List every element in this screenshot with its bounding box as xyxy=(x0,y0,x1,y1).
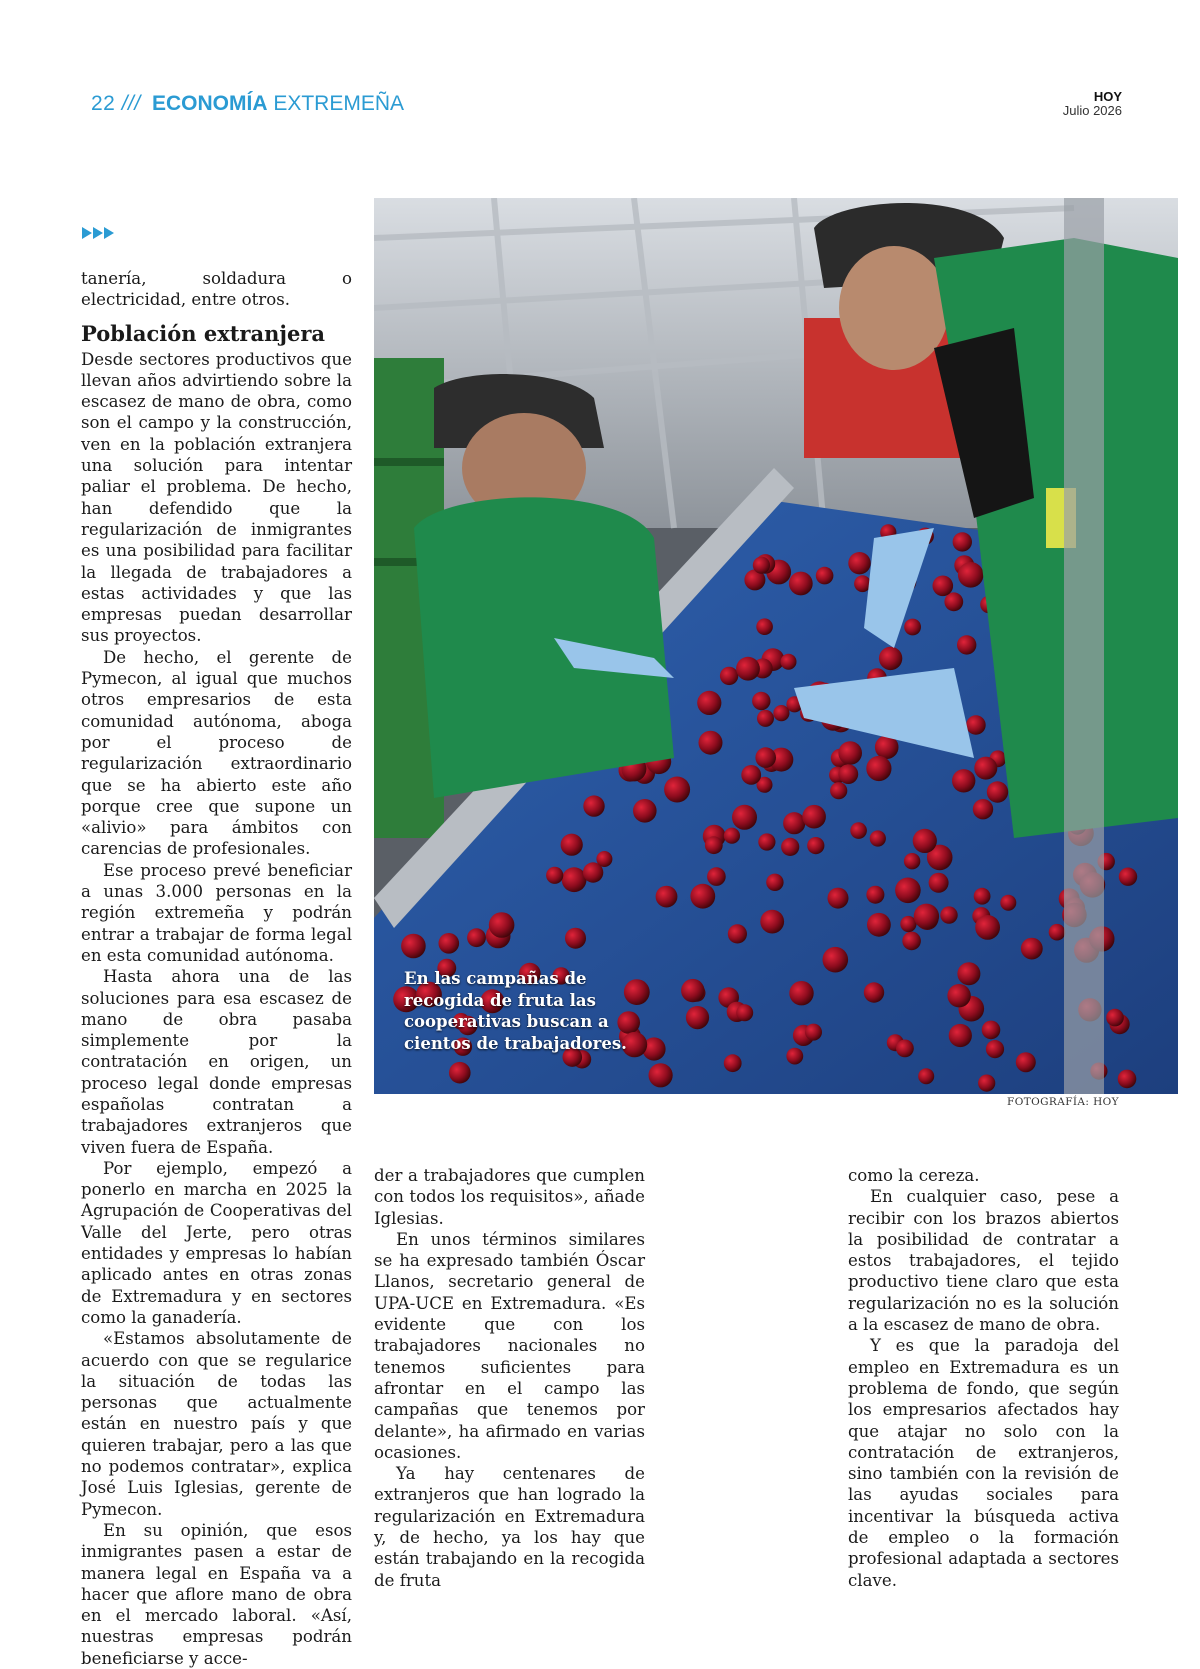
page-header xyxy=(0,0,1200,140)
paragraph: De hecho, el gerente de Pymecon, al igual que muchos otros empresarios de esta comunidad autónoma, aboga por el proceso de regularización extraordinario que se ha abierto este año porque cree que supone un «alivio» para ámbitos con carencias de profesionales. xyxy=(81,647,352,859)
paragraph: Por ejemplo, empezó a ponerlo en marcha en 2025 la Agrupación de Cooperativas del Valle del Jerte, pero otras entidades y empresas lo habían aplicado antes en otras zonas de Extremadura y en sectores como la ganadería. xyxy=(81,1158,352,1327)
photo-credit: FOTOGRAFÍA: HOY xyxy=(1007,1096,1119,1108)
paragraph: Ese proceso prevé beneficiar a unas 3.000 personas en la región extremeña y podrán entrar a trabajar de forma legal en esta comunidad autónoma. xyxy=(81,860,352,965)
subheading: Población extranjera xyxy=(81,320,326,346)
paragraph: «Estamos absolutamente de acuerdo con que se regularice la situación de todas las personas que actualmente están en nuestro país y que quieren trabajar, pero a las que no podemos contratar», explica José Luis Iglesias, gerente de Pymecon. xyxy=(81,1329,352,1519)
paragraph: En su opinión, que esos inmigrantes pasen a estar de manera legal en España va a hacer que aflore mano de obra en el mercado laboral. «Así, nuestras empresas podrán beneficiarse y acce- xyxy=(81,1520,352,1668)
column-lead: der a trabajadores que cumplen con todos los requisitos», añade Iglesias. xyxy=(374,1166,645,1228)
article-column-3 xyxy=(848,1165,1119,1591)
cherry-sorting-photo xyxy=(374,198,1178,1094)
column-lead: como la cereza. xyxy=(848,1166,980,1185)
article-column-1 xyxy=(81,268,352,1669)
page-number: 22 /// xyxy=(91,92,141,115)
paragraph: En cualquier caso, pese a recibir con los brazos abiertos la posibilidad de contratar a estos trabajadores, el tejido productivo tiene claro que esta regularización no es la solución a la escasez de mano de obra. xyxy=(848,1187,1119,1335)
section-title: ECONOMÍA EXTREMEÑA xyxy=(152,92,405,115)
paragraph: Hasta ahora una de las soluciones para esa escasez de mano de obra pasaba simplemente por la contratación en origen, un proceso legal donde empresas españolas contratan a trabajadores extranjeros que viven fuera de España. xyxy=(81,967,352,1157)
paragraph: Y es que la paradoja del empleo en Extremadura es un problema de fondo, que según los empresarios afectados hay que atajar no solo con la contratación de extranjeros, sino también con la revisión de las ayudas sociales para incentivar la búsqueda activa de empleo o la formación profesional adaptada a sectores clave. xyxy=(848,1336,1119,1590)
article-column-2 xyxy=(374,1165,645,1591)
column-lead: tanería, soldadura o electricidad, entre otros. xyxy=(81,269,352,310)
issue-date: Julio 2026 xyxy=(1062,103,1122,118)
paragraph: Ya hay centenares de extranjeros que han logrado la regularización en Extremadura y, de hecho, ya los hay que están trabajando en la recogida de fruta xyxy=(374,1464,645,1590)
continuation-arrows-icon xyxy=(82,227,114,239)
publication-info xyxy=(1063,90,1122,118)
publication-name: HOY xyxy=(1093,89,1122,104)
paragraph: Desde sectores productivos que llevan años advirtiendo sobre la escasez de mano de obra, como son el campo y la construcción, ven en la población extranjera una solución para intentar paliar el problema. De hecho, han defendido que la regularización de inmigrantes es una posibilidad para facilitar la llegada de trabajadores a estas actividades y que las empresas puedan desarrollar sus proyectos. xyxy=(81,349,352,646)
paragraph: En unos términos similares se ha expresado también Óscar Llanos, secretario general de UPA-UCE en Extremadura. «Es evidente que con los trabajadores nacionales no tenemos suficientes para afrontar en el campo las campañas que tenemos por delante», ha afirmado en varias ocasiones. xyxy=(374,1229,645,1462)
photo-caption: En las campañas de recogida de fruta las cooperativas buscan a cientos de trabajadores. xyxy=(404,969,627,1053)
